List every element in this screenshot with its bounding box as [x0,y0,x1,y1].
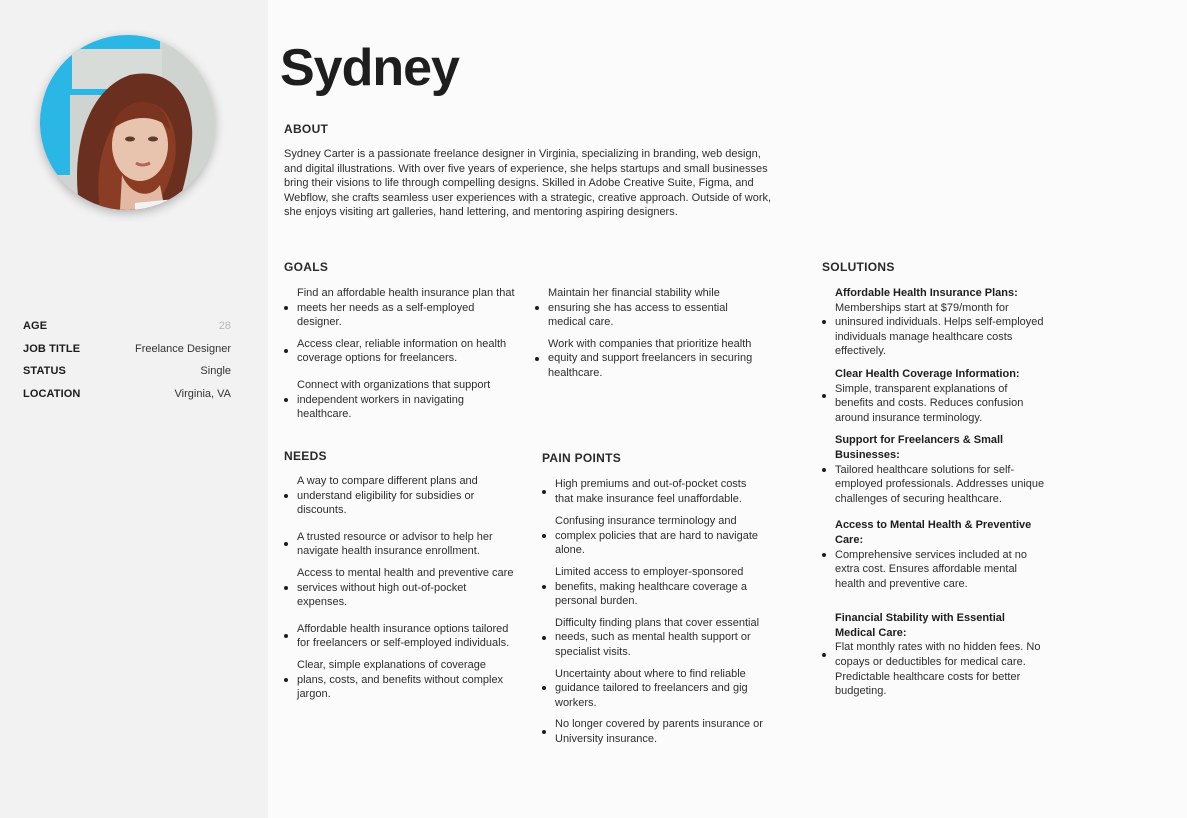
pain-points-title: PAIN POINTS [542,451,622,465]
solutions-list [822,286,1048,699]
fact-value: Single [200,365,231,378]
list-item: Affordable health insurance options tailored for freelancers or self-employed individuals. [284,622,516,651]
fact-location [23,383,231,406]
list-item: A way to compare different plans and understand eligibility for subsidies or discounts. [284,474,516,518]
solution-text: Comprehensive services included at no extra cost. Ensures affordable mental health and preventive care. [835,548,1027,590]
list-item: Access clear, reliable information on health coverage options for freelancers. [284,337,520,366]
goals-list-col1 [284,286,520,422]
list-item: A trusted resource or advisor to help her navigate health insurance enrollment. [284,530,516,559]
goals-list-col2 [535,286,760,381]
persona-avatar [40,35,215,210]
solution-title: Financial Stability with Essential Medical Care: [835,612,1005,639]
about-title: ABOUT [284,122,329,136]
list-item: Connect with organizations that support independent workers in navigating healthcare. [284,378,520,422]
avatar-portrait-image [40,35,215,210]
fact-label: LOCATION [23,388,81,401]
list-item: High premiums and out-of-pocket costs that make insurance feel unaffordable. [542,477,767,506]
needs-list [284,474,516,702]
persona-main [268,0,1187,818]
solution-title: Clear Health Coverage Information: [835,367,1020,380]
fact-value: 28 [218,320,231,333]
list-item: Confusing insurance terminology and complex policies that are hard to navigate alone. [542,514,767,558]
solution-title: Support for Freelancers & Small Businesses: [835,434,1004,461]
solution-text: Simple, transparent explanations of benefits and costs. Reduces confusion around insurance terminology. [835,382,1024,424]
solution-title: Affordable Health Insurance Plans: [835,287,1018,299]
solution-item [822,433,1048,506]
solution-text: Memberships start at $79/month for uninsured individuals. Helps self-employed individuals manage healthcare costs effectively. [835,301,1044,358]
pain-points-list [542,477,767,747]
fact-age [23,315,231,338]
solutions-title: SOLUTIONS [822,260,895,274]
list-item: Access to mental health and preventive care services without high out-of-pocket expenses. [284,566,516,610]
list-item: Find an affordable health insurance plan that meets her needs as a self-employed designer. [284,286,520,330]
fact-job-title [23,338,231,361]
persona-sidebar [0,0,268,818]
fact-status [23,360,231,383]
fact-label: AGE [23,320,48,333]
solution-title: Access to Mental Health & Preventive Care: [835,519,1032,546]
list-item: Limited access to employer-sponsored benefits, making healthcare coverage a personal burden. [542,565,767,609]
solution-text: Flat monthly rates with no hidden fees. No copays or deductibles for medical care. Predictable healthcare costs for better budgeting. [835,641,1041,698]
needs-title: NEEDS [284,449,327,463]
solution-item [822,367,1048,425]
list-item: Maintain her financial stability while ensuring she has access to essential medical care. [535,286,760,330]
fact-label: STATUS [23,365,66,378]
about-text: Sydney Carter is a passionate freelance designer in Virginia, specializing in branding, web design, and digital illustrations. With over five years of experience, she helps startups and small businesses bring their visions to life through compelling designs. Skilled in Adobe Creative Suite, Figma, and Webflow, she crafts seamless user experiences with a strategic, creative approach. Outside of work, she enjoys visiting art galleries, hand lettering, and mentoring aspiring designers. [284,148,772,219]
list-item: Uncertainty about where to find reliable guidance tailored to freelancers and gig workers. [542,667,767,711]
goals-title: GOALS [284,260,329,274]
solution-item [822,286,1048,359]
fact-value: Virginia, VA [174,388,231,401]
list-item: Difficulty finding plans that cover essential needs, such as mental health support or specialist visits. [542,616,767,660]
solution-item [822,611,1048,699]
solution-text: Tailored healthcare solutions for self-employed professionals. Addresses unique challenges of securing healthcare. [835,463,1045,505]
solution-item [822,518,1048,591]
fact-value: Freelance Designer [135,342,231,355]
list-item: Work with companies that prioritize health equity and support freelancers in securing healthcare. [535,337,760,381]
fact-label: JOB TITLE [23,342,81,355]
persona-facts [23,315,231,405]
list-item: No longer covered by parents insurance or University insurance. [542,717,767,746]
list-item: Clear, simple explanations of coverage plans, costs, and benefits without complex jargon. [284,658,516,702]
persona-name: Sydney [280,39,459,97]
